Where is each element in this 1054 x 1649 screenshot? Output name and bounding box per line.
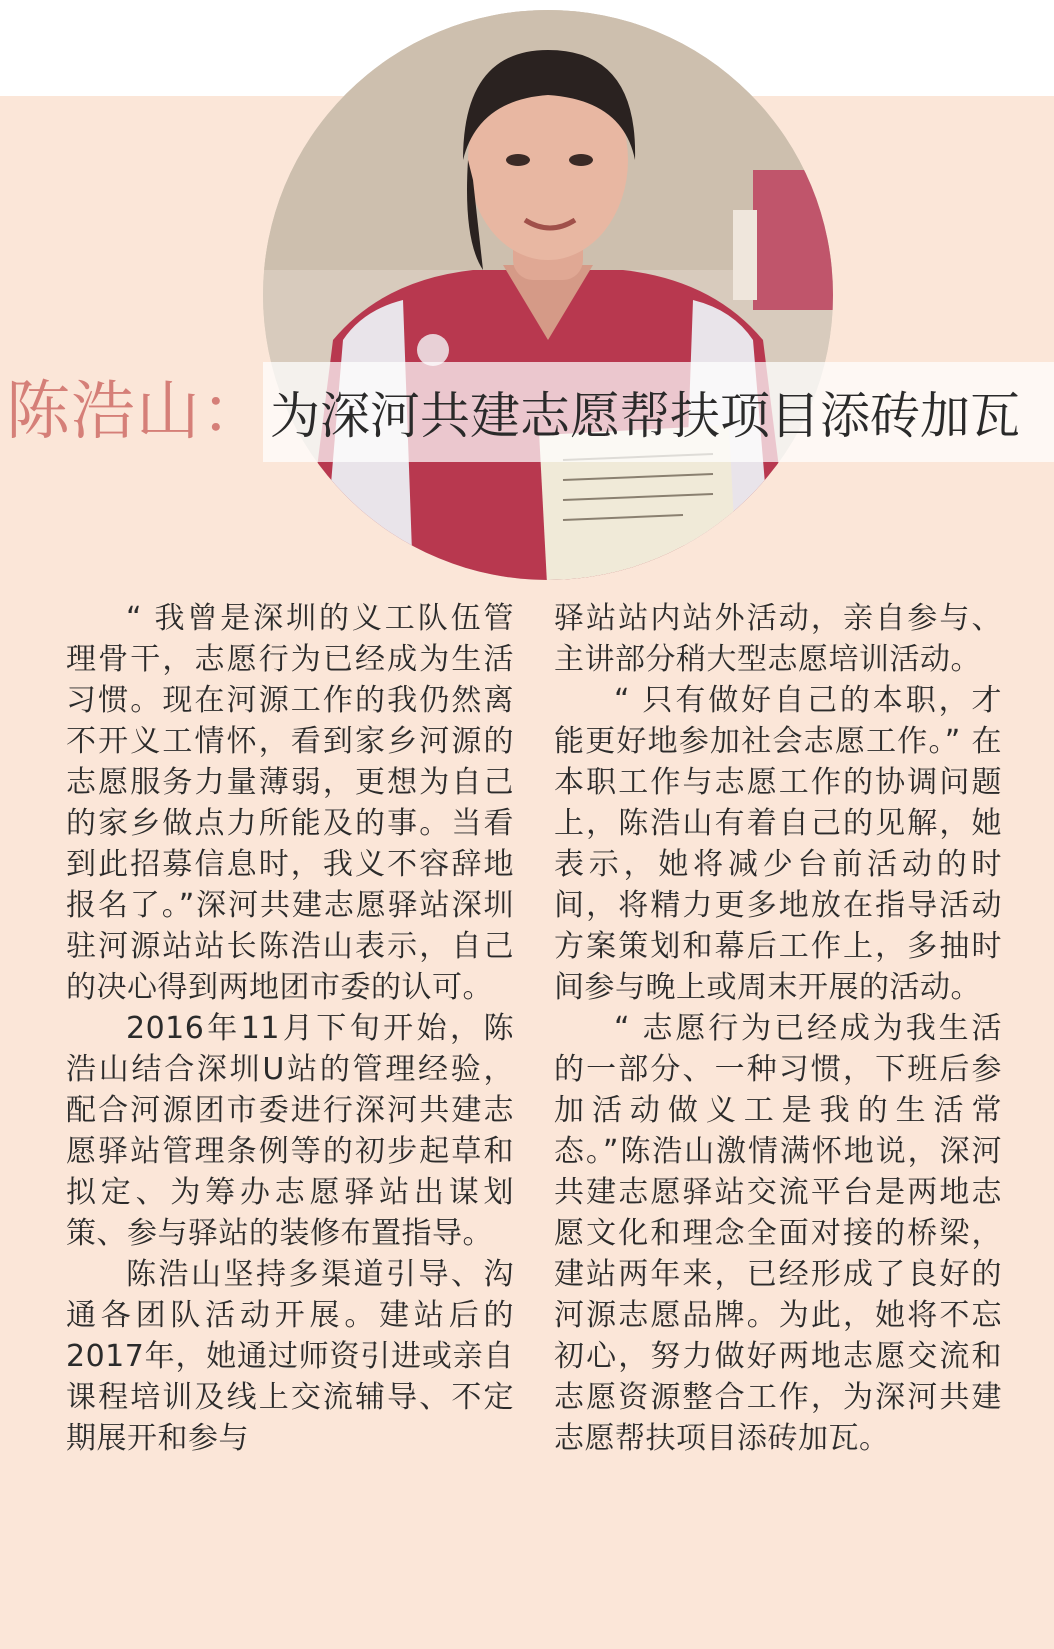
paragraph: “ 志愿行为已经成为我生活的一部分、一种习惯，下班后参加活动做义工是我的生活常态。”陈浩山激情满怀地说，深河共建志愿驿站交流平台是两地志愿文化和理念全面对接的桥梁，建站两年来，已经形成了良好的河源志愿品牌。为此，她将不忘初心，努力做好两地志愿交流和志愿资源整合工作，为深河共建志愿帮扶项目添砖加瓦。 bbox=[554, 1011, 1002, 1456]
article-column-left bbox=[66, 598, 514, 1459]
title-person-name: 陈浩山： bbox=[6, 375, 266, 449]
paragraph: 2016年11月下旬开始，陈浩山结合深圳U站的管理经验，配合河源团市委进行深河共建志愿驿站管理条例等的初步起草和拟定、为筹办志愿驿站出谋划策、参与驿站的装修布置指导。 bbox=[66, 1011, 514, 1251]
article-column-right bbox=[554, 598, 1002, 1459]
paragraph: “ 只有做好自己的本职，才能更好地参加社会志愿工作。” 在本职工作与志愿工作的协调问题上，陈浩山有着自己的见解，她表示，她将减少台前活动的时间，将精力更多地放在指导活动方案策划和幕后工作上，多抽时间参与晚上或周末开展的活动。 bbox=[554, 683, 1002, 1005]
title-headline: 为深河共建志愿帮扶项目添砖加瓦 bbox=[270, 387, 1020, 445]
title-bar bbox=[0, 362, 1054, 470]
paragraph: 陈浩山坚持多渠道引导、沟通各团队活动开展。建站后的2017年，她通过师资引进或亲自课程培训及线上交流辅导、不定期展开和参与 bbox=[66, 1257, 514, 1456]
portrait-photo bbox=[263, 10, 833, 580]
paragraph: “ 我曾是深圳的义工队伍管理骨干，志愿行为已经成为生活习惯。现在河源工作的我仍然离不开义工情怀，看到家乡河源的志愿服务力量薄弱，更想为自己的家乡做点力所能及的事。当看到此招募信息时，我义不容辞地报名了。”深河共建志愿驿站深圳驻河源站站长陈浩山表示，自己的决心得到两地团市委的认可。 bbox=[66, 601, 514, 1005]
paragraph-continued: 驿站站内站外活动，亲自参与、主讲部分稍大型志愿培训活动。 bbox=[554, 601, 1002, 677]
